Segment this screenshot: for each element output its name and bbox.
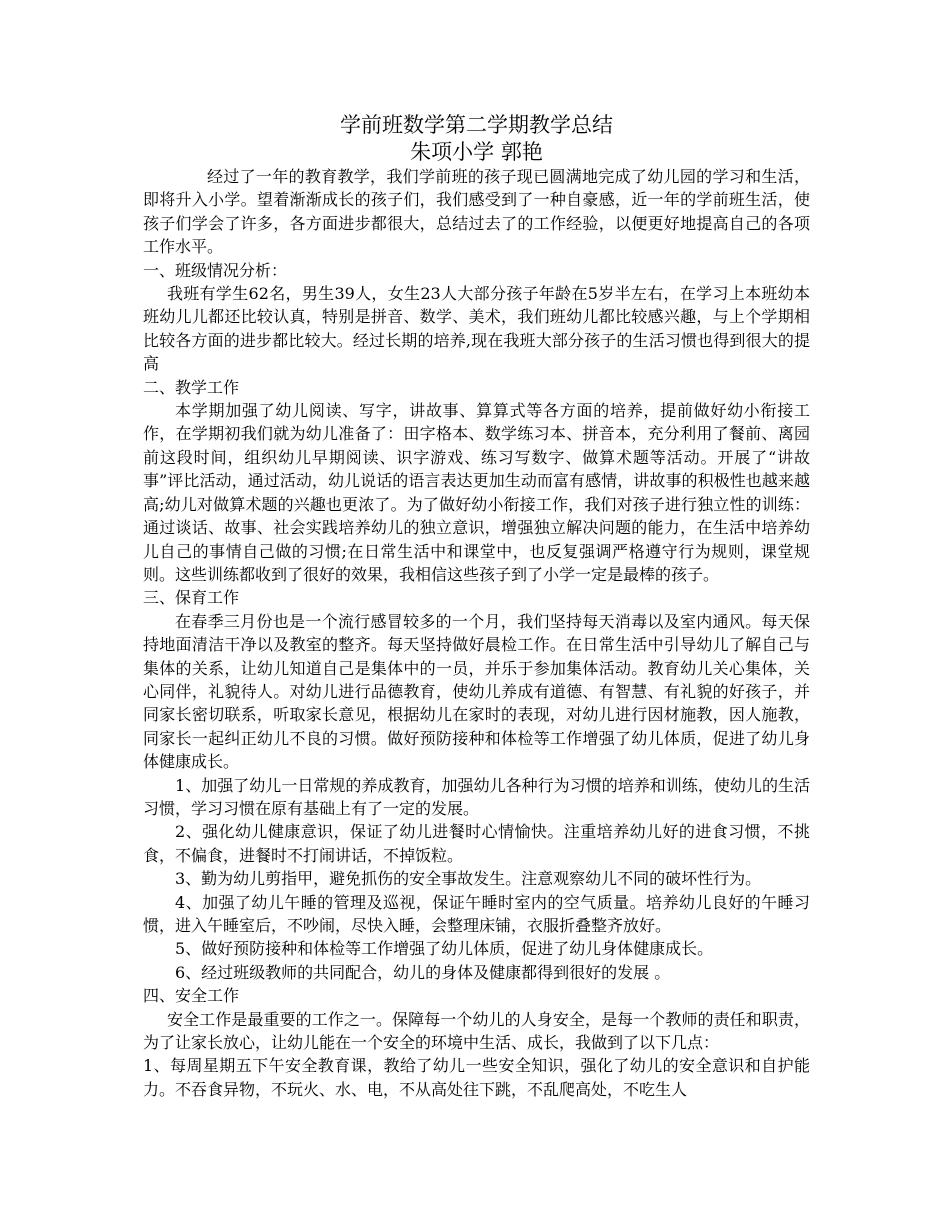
paragraph: 6、经过班级教师的共同配合，幼儿的身体及健康都得到很好的发展 。 <box>175 962 671 982</box>
paragraph: 1、每周星期五下午安全教育课，教给了幼儿一些安全知识，强化了幼儿的安全意识和自护能力。不吞食异物，不玩火、水、电，不从高处往下跳，不乱爬高处，不吃生人 <box>143 1056 810 1099</box>
paragraph: 5、做好预防接种和体检等工作增强了幼儿体质，促进了幼儿身体健康成长。 <box>175 939 714 959</box>
section-heading: 四、安全工作 <box>143 986 240 1006</box>
paragraph: 我班有学生62名，男生39人，女生23人大部分孩子年龄在5岁半左右，在学习上本班幼本班幼儿儿都还比较认真，特别是拼音、数学、美术，我们班幼儿都比较感兴趣，与上个学期相比较各方面的进步都比较大。经过长期的培养,现在我班大部分孩子的生活习惯也得到很大的提高 <box>143 284 810 374</box>
section-heading: 三、保育工作 <box>143 588 240 608</box>
paragraph: 2、强化幼儿健康意识，保证了幼儿进餐时心情愉快。注重培养幼儿好的进食习惯，不挑食，不偏食，进餐时不打闹讲话，不掉饭粒。 <box>143 822 810 865</box>
paragraph: 安全工作是最重要的工作之一。保障每一个幼儿的人身安全，是每一个教师的责任和职责，为了让家长放心，让幼儿能在一个安全的环境中生活、成长，我做到了以下几点： <box>143 1009 810 1053</box>
paragraph: 3、勤为幼儿剪指甲，避免抓伤的安全事故发生。注意观察幼儿不同的破坏性行为。 <box>175 869 762 889</box>
paragraph: 1、加强了幼儿一日常规的养成教育，加强幼儿各种行为习惯的培养和训练，使幼儿的生活习惯，学习习惯在原有基础上有了一定的发展。 <box>143 775 810 818</box>
document-content <box>143 165 810 1101</box>
paragraph: 经过了一年的教育教学，我们学前班的孩子现已圆满地完成了幼儿园的学习和生活，即将升入小学。望着渐渐成长的孩子们，我们感受到了一种自豪感，近一年的学前班生活，使孩子们学会了许多，各方面进步都很大，总结过去了的工作经验，以便更好地提高自己的各项工作水平。 <box>143 167 810 257</box>
section-heading: 二、教学工作 <box>143 377 240 397</box>
section-heading: 一、班级情况分析： <box>143 260 288 280</box>
document-author-line: 朱项小学 郭艳 <box>410 140 543 164</box>
paragraph: 4、加强了幼儿午睡的管理及巡视，保证午睡时室内的空气质量。培养幼儿良好的午睡习惯，进入午睡室后，不吵闹，尽快入睡，会整理床铺，衣服折叠整齐放好。 <box>143 892 810 935</box>
document-title: 学前班数学第二学期教学总结 <box>340 113 613 137</box>
document-body <box>143 112 810 1101</box>
paragraph: 本学期加强了幼儿阅读、写字，讲故事、算算式等各方面的培养，提前做好幼小衔接工作，在学期初我们就为幼儿准备了：田字格本、数学练习本、拼音本，充分利用了餐前、离园前这段时间，组织幼儿早期阅读、识字游戏、练习写数字、做算术题等活动。开展了“讲故事”评比活动，通过活动，幼儿说话的语言表达更加生动而富有感情，讲故事的积极性也越来越高;幼儿对做算术题的兴趣也更浓了。为了做好幼小衔接工作，我们对孩子进行独立性的训练：通过谈话、故事、社会实践培养幼儿的独立意识，增强独立解决问题的能力，在生活中培养幼儿自己的事情自己做的习惯;在日常生活中和课堂中，也反复强调严格遵守行为规则，课堂规则。这些训练都收到了很好的效果，我相信这些孩子到了小学一定是最棒的孩子。 <box>143 401 810 584</box>
paragraph: 在春季三月份也是一个流行感冒较多的一个月，我们坚持每天消毒以及室内通风。每天保持地面清洁干净以及教室的整齐。每天坚持做好晨检工作。在日常生活中引导幼儿了解自己与集体的关系，让幼儿知道自己是集体中的一员，并乐于参加集体活动。教育幼儿关心集体，关心同伴，礼貌待人。对幼儿进行品德教育，使幼儿养成有道德、有智慧、有礼貌的好孩子，并同家长密切联系，听取家长意见，根据幼儿在家时的表现，对幼儿进行因材施教，因人施教，同家长一起纠正幼儿不良的习惯。做好预防接种和体检等工作增强了幼儿体质，促进了幼儿身体健康成长。 <box>143 611 810 772</box>
